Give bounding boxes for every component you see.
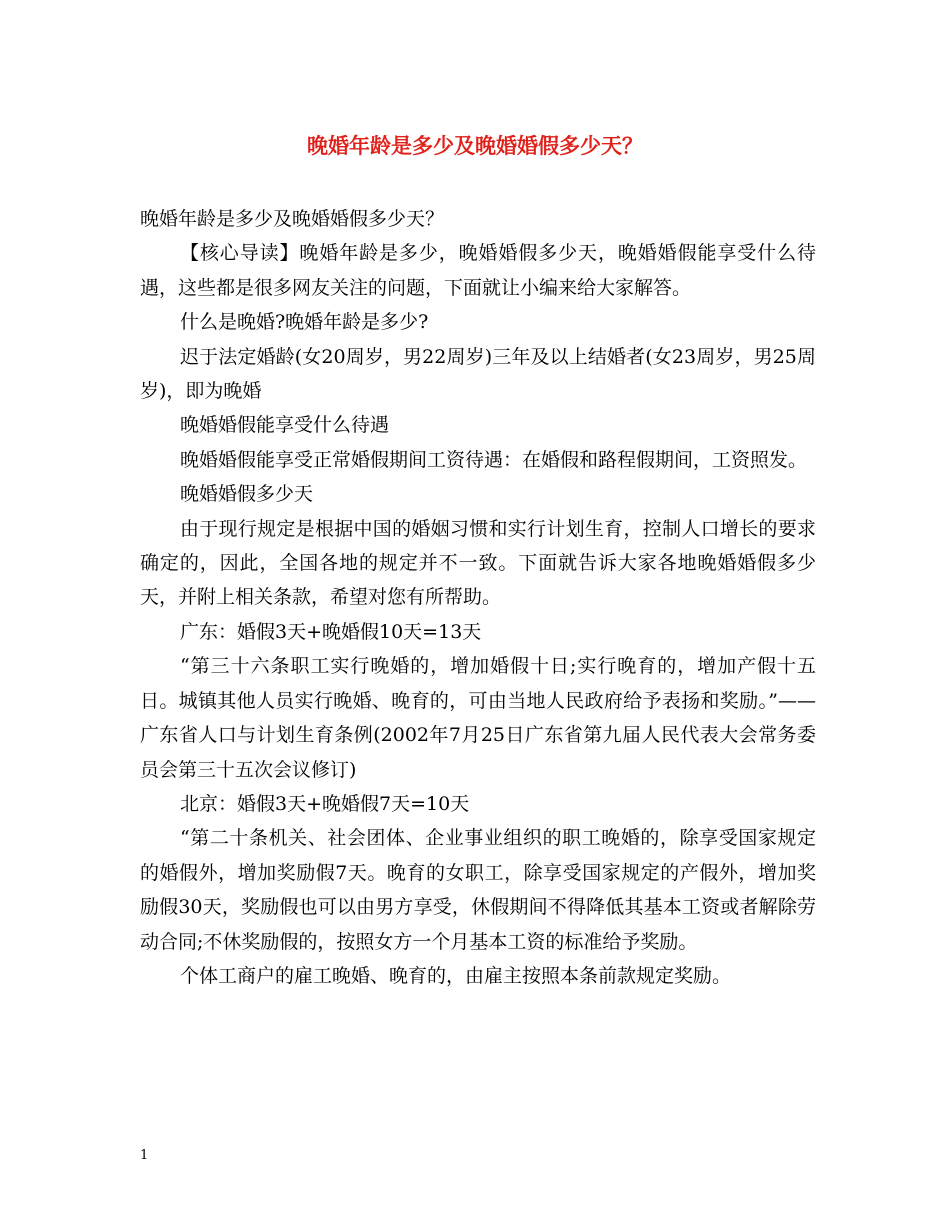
body-paragraph: “第三十六条职工实行晚婚的，增加婚假十日;实行晚育的，增加产假十五日。城镇其他人员实行晚婚、晚育的，可由当地人民政府给予表扬和奖励。”——广东省人口与计划生育条例(2002年7月25日广东省第九届人民代表大会常务委员会第三十五次会议修订) bbox=[140, 655, 816, 781]
body-paragraph: 【核心导读】晚婚年龄是多少，晚婚婚假多少天，晚婚婚假能享受什么待遇，这些都是很多网友关注的问题，下面就让小编来给大家解答。 bbox=[140, 242, 816, 299]
body-paragraph: 迟于法定婚龄(女20周岁，男22周岁)三年及以上结婚者(女23周岁，男25周岁)，即为晚婚 bbox=[140, 345, 816, 403]
page-number: 1 bbox=[140, 1148, 149, 1163]
body-paragraph: 什么是晚婚?晚婚年龄是多少? bbox=[180, 311, 429, 334]
document-body bbox=[140, 202, 816, 993]
body-paragraph: “第二十条机关、社会团体、企业事业组织的职工晚婚的，除享受国家规定的婚假外，增加奖励假7天。晚育的女职工，除享受国家规定的产假外，增加奖励假30天，奖励假也可以由男方享受，休假期间不得降低其基本工资或者解除劳动合同;不休奖励假的，按照女方一个月基本工资的标准给予奖励。 bbox=[140, 827, 816, 953]
body-paragraph: 北京：婚假3天+晚婚假7天=10天 bbox=[180, 792, 470, 815]
document-title: 晚婚年龄是多少及晚婚婚假多少天？ bbox=[307, 133, 643, 158]
body-paragraph: 晚婚婚假多少天 bbox=[180, 483, 314, 506]
body-paragraph: 个体工商户的雇工晚婚、晚育的，由雇主按照本条前款规定奖励。 bbox=[180, 964, 732, 987]
body-paragraph: 由于现行规定是根据中国的婚姻习惯和实行计划生育，控制人口增长的要求确定的，因此，全国各地的规定并不一致。下面就告诉大家各地晚婚婚假多少天，并附上相关条款，希望对您有所帮助。 bbox=[140, 517, 816, 609]
body-paragraph: 广东：婚假3天+晚婚假10天=13天 bbox=[180, 620, 482, 643]
body-paragraph: 晚婚婚假能享受什么待遇 bbox=[180, 414, 390, 437]
body-paragraph: 晚婚婚假能享受正常婚假期间工资待遇：在婚假和路程假期间，工资照发。 bbox=[180, 448, 808, 471]
body-paragraph: 晚婚年龄是多少及晚婚婚假多少天？ bbox=[140, 208, 445, 230]
